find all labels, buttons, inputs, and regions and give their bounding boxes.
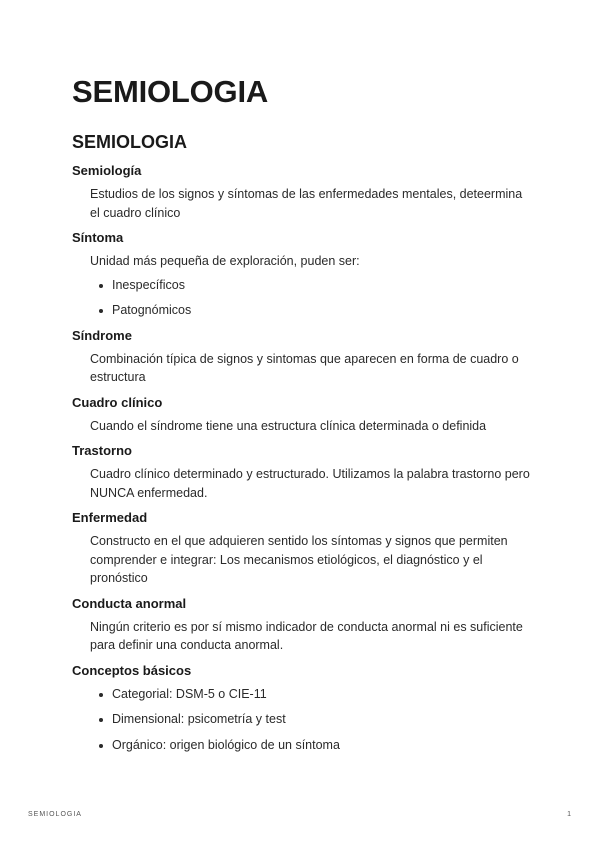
document-page <box>72 72 532 761</box>
bullet-icon <box>99 309 103 313</box>
bullet-icon <box>99 284 103 288</box>
bullet-icon <box>99 744 103 748</box>
term-definition: Constructo en el que adquieren sentido los síntomas y signos que permiten comprender e integrar: Los mecanismos etiológicos, el diagnóstico y el pronóstico <box>90 534 508 585</box>
list-item <box>72 710 532 729</box>
term-heading: Trastorno <box>72 443 132 458</box>
term-heading: Conceptos básicos <box>72 662 192 678</box>
page-title: SEMIOLOGIA <box>72 74 269 109</box>
section-trastorno <box>72 442 532 502</box>
list-item-text: Orgánico: origen biológico de un síntoma <box>112 737 340 752</box>
page-number: 1 <box>567 811 571 818</box>
term-heading: Semiología <box>72 163 142 178</box>
section-conceptos-basicos <box>72 662 532 755</box>
list-item <box>72 276 532 295</box>
term-heading: Cuadro clínico <box>72 394 163 410</box>
list-item <box>72 685 532 704</box>
section-conducta-anormal <box>72 595 532 655</box>
list-item <box>72 736 532 755</box>
section-sindrome <box>72 327 532 387</box>
list-item-text: Dimensional: psicometría y test <box>112 712 286 726</box>
term-definition: Estudios de los signos y síntomas de las enfermedades mentales, deteermina el cuadro clínico <box>90 187 523 220</box>
bullet-list <box>72 276 532 320</box>
footer-title: SEMIOLOGIA <box>28 811 82 818</box>
term-heading: Enfermedad <box>72 510 148 525</box>
section-heading: SEMIOLOGIA <box>72 132 188 152</box>
term-definition: Cuadro clínico determinado y estructurado. Utilizamos la palabra trastorno pero NUNCA enfermedad. <box>90 467 530 500</box>
list-item-text: Patognómicos <box>112 303 192 317</box>
term-definition: Unidad más pequeña de exploración, puden ser: <box>90 254 360 268</box>
list-item-text: Inespecíficos <box>112 277 185 292</box>
term-heading: Síndrome <box>72 327 132 343</box>
bullet-list <box>72 685 532 755</box>
bullet-icon <box>99 693 103 697</box>
section-sintoma <box>72 229 532 320</box>
section-cuadro-clinico <box>72 394 532 436</box>
section-semiologia <box>72 162 532 222</box>
term-heading: Síntoma <box>72 230 124 245</box>
section-enfermedad <box>72 509 532 588</box>
bullet-icon <box>99 718 103 722</box>
list-item <box>72 301 532 320</box>
term-heading: Conducta anormal <box>72 595 187 611</box>
term-definition: Cuando el síndrome tiene una estructura clínica determinada o definida <box>90 418 487 433</box>
list-item-text: Categorial: DSM-5 o CIE-11 <box>112 686 267 701</box>
term-definition: Ningún criterio es por sí mismo indicador de conducta anormal ni es suficiente para definir una conducta anormal. <box>90 619 523 652</box>
term-definition: Combinación típica de signos y sintomas que aparecen en forma de cuadro o estructura <box>90 351 519 384</box>
